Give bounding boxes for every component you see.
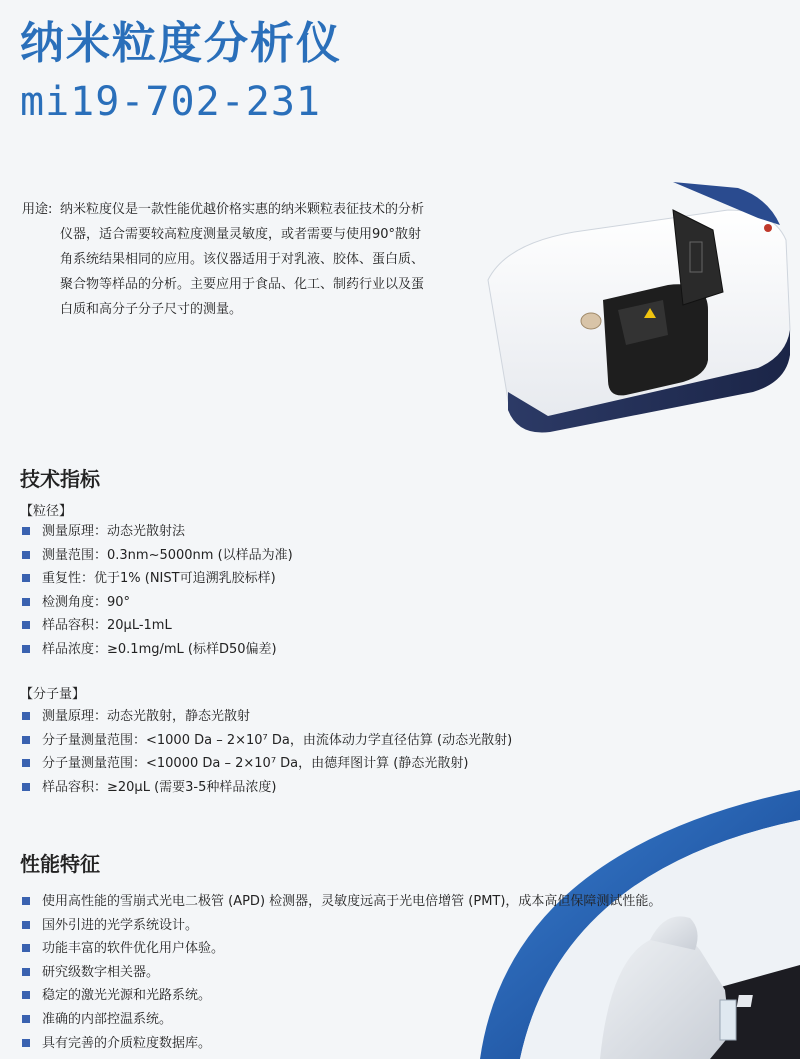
list-item: 准确的内部控温系统。	[20, 1008, 720, 1032]
molecular-group-title: 【分子量】	[20, 687, 86, 702]
square-bullet-icon	[22, 527, 30, 535]
square-bullet-icon	[22, 574, 30, 582]
square-bullet-icon	[22, 645, 30, 653]
list-item: 使用高性能的雪崩式光电二极管 (APD) 检测器，灵敏度远高于光电倍增管 (PMT)，成本高但保障测试性能。	[20, 890, 720, 914]
square-bullet-icon	[22, 598, 30, 606]
square-bullet-icon	[22, 991, 30, 999]
square-bullet-icon	[22, 968, 30, 976]
instrument-image	[468, 170, 798, 435]
square-bullet-icon	[22, 944, 30, 952]
specs-heading: 技术指标	[20, 467, 100, 491]
list-item: 样品容积：≥20μL (需要3-5种样品浓度)	[20, 776, 720, 800]
list-item: 测量原理：动态光散射法	[20, 520, 720, 544]
list-item: 分子量测量范围：<10000 Da – 2×10⁷ Da，由德拜图计算 (静态光散射)	[20, 752, 720, 776]
list-item: 重复性：优于1% (NIST可追溯乳胶标样)	[20, 567, 720, 591]
list-item: 功能丰富的软件优化用户体验。	[20, 937, 720, 961]
list-item: 国外引进的光学系统设计。	[20, 914, 720, 938]
square-bullet-icon	[22, 921, 30, 929]
list-item: 检测角度：90°	[20, 591, 720, 615]
square-bullet-icon	[22, 1015, 30, 1023]
model-number: mi19-702-231	[20, 79, 321, 125]
list-item: 样品浓度：≥0.1mg/mL (标样D50偏差)	[20, 638, 720, 662]
list-item: 测量原理：动态光散射，静态光散射	[20, 705, 720, 729]
particle-spec-list	[20, 520, 720, 662]
square-bullet-icon	[22, 551, 30, 559]
square-bullet-icon	[22, 736, 30, 744]
page-title: 纳米粒度分析仪	[20, 18, 342, 69]
square-bullet-icon	[22, 1039, 30, 1047]
square-bullet-icon	[22, 897, 30, 905]
list-item: 具有完善的介质粒度数据库。	[20, 1032, 720, 1056]
usage-text: 纳米粒度仪是一款性能优越价格实惠的纳米颗粒表征技术的分析仪器，适合需要较高粒度测量灵敏度，或者需要与使用90°散射角系统结果相同的应用。该仪器适用于对乳液、胶体、蛋白质、聚合物等样品的分析。主要应用于食品、化工、制药行业以及蛋白质和高分子分子尺寸的测量。	[60, 202, 425, 317]
list-item: 研究级数字相关器。	[20, 961, 720, 985]
list-item: 样品容积：20μL-1mL	[20, 614, 720, 638]
square-bullet-icon	[22, 621, 30, 629]
molecular-spec-list	[20, 705, 720, 799]
usage-section	[22, 197, 442, 322]
features-heading: 性能特征	[20, 852, 100, 876]
particle-group-title: 【粒径】	[20, 504, 73, 519]
list-item: 测量范围：0.3nm~5000nm (以样品为准)	[20, 544, 720, 568]
square-bullet-icon	[22, 712, 30, 720]
list-item: 分子量测量范围：<1000 Da – 2×10⁷ Da，由流体动力学直径估算 (动态光散射)	[20, 729, 720, 753]
features-list	[20, 890, 720, 1055]
list-item: 稳定的激光光源和光路系统。	[20, 984, 720, 1008]
usage-label: 用途:	[22, 202, 53, 217]
square-bullet-icon	[22, 759, 30, 767]
square-bullet-icon	[22, 783, 30, 791]
